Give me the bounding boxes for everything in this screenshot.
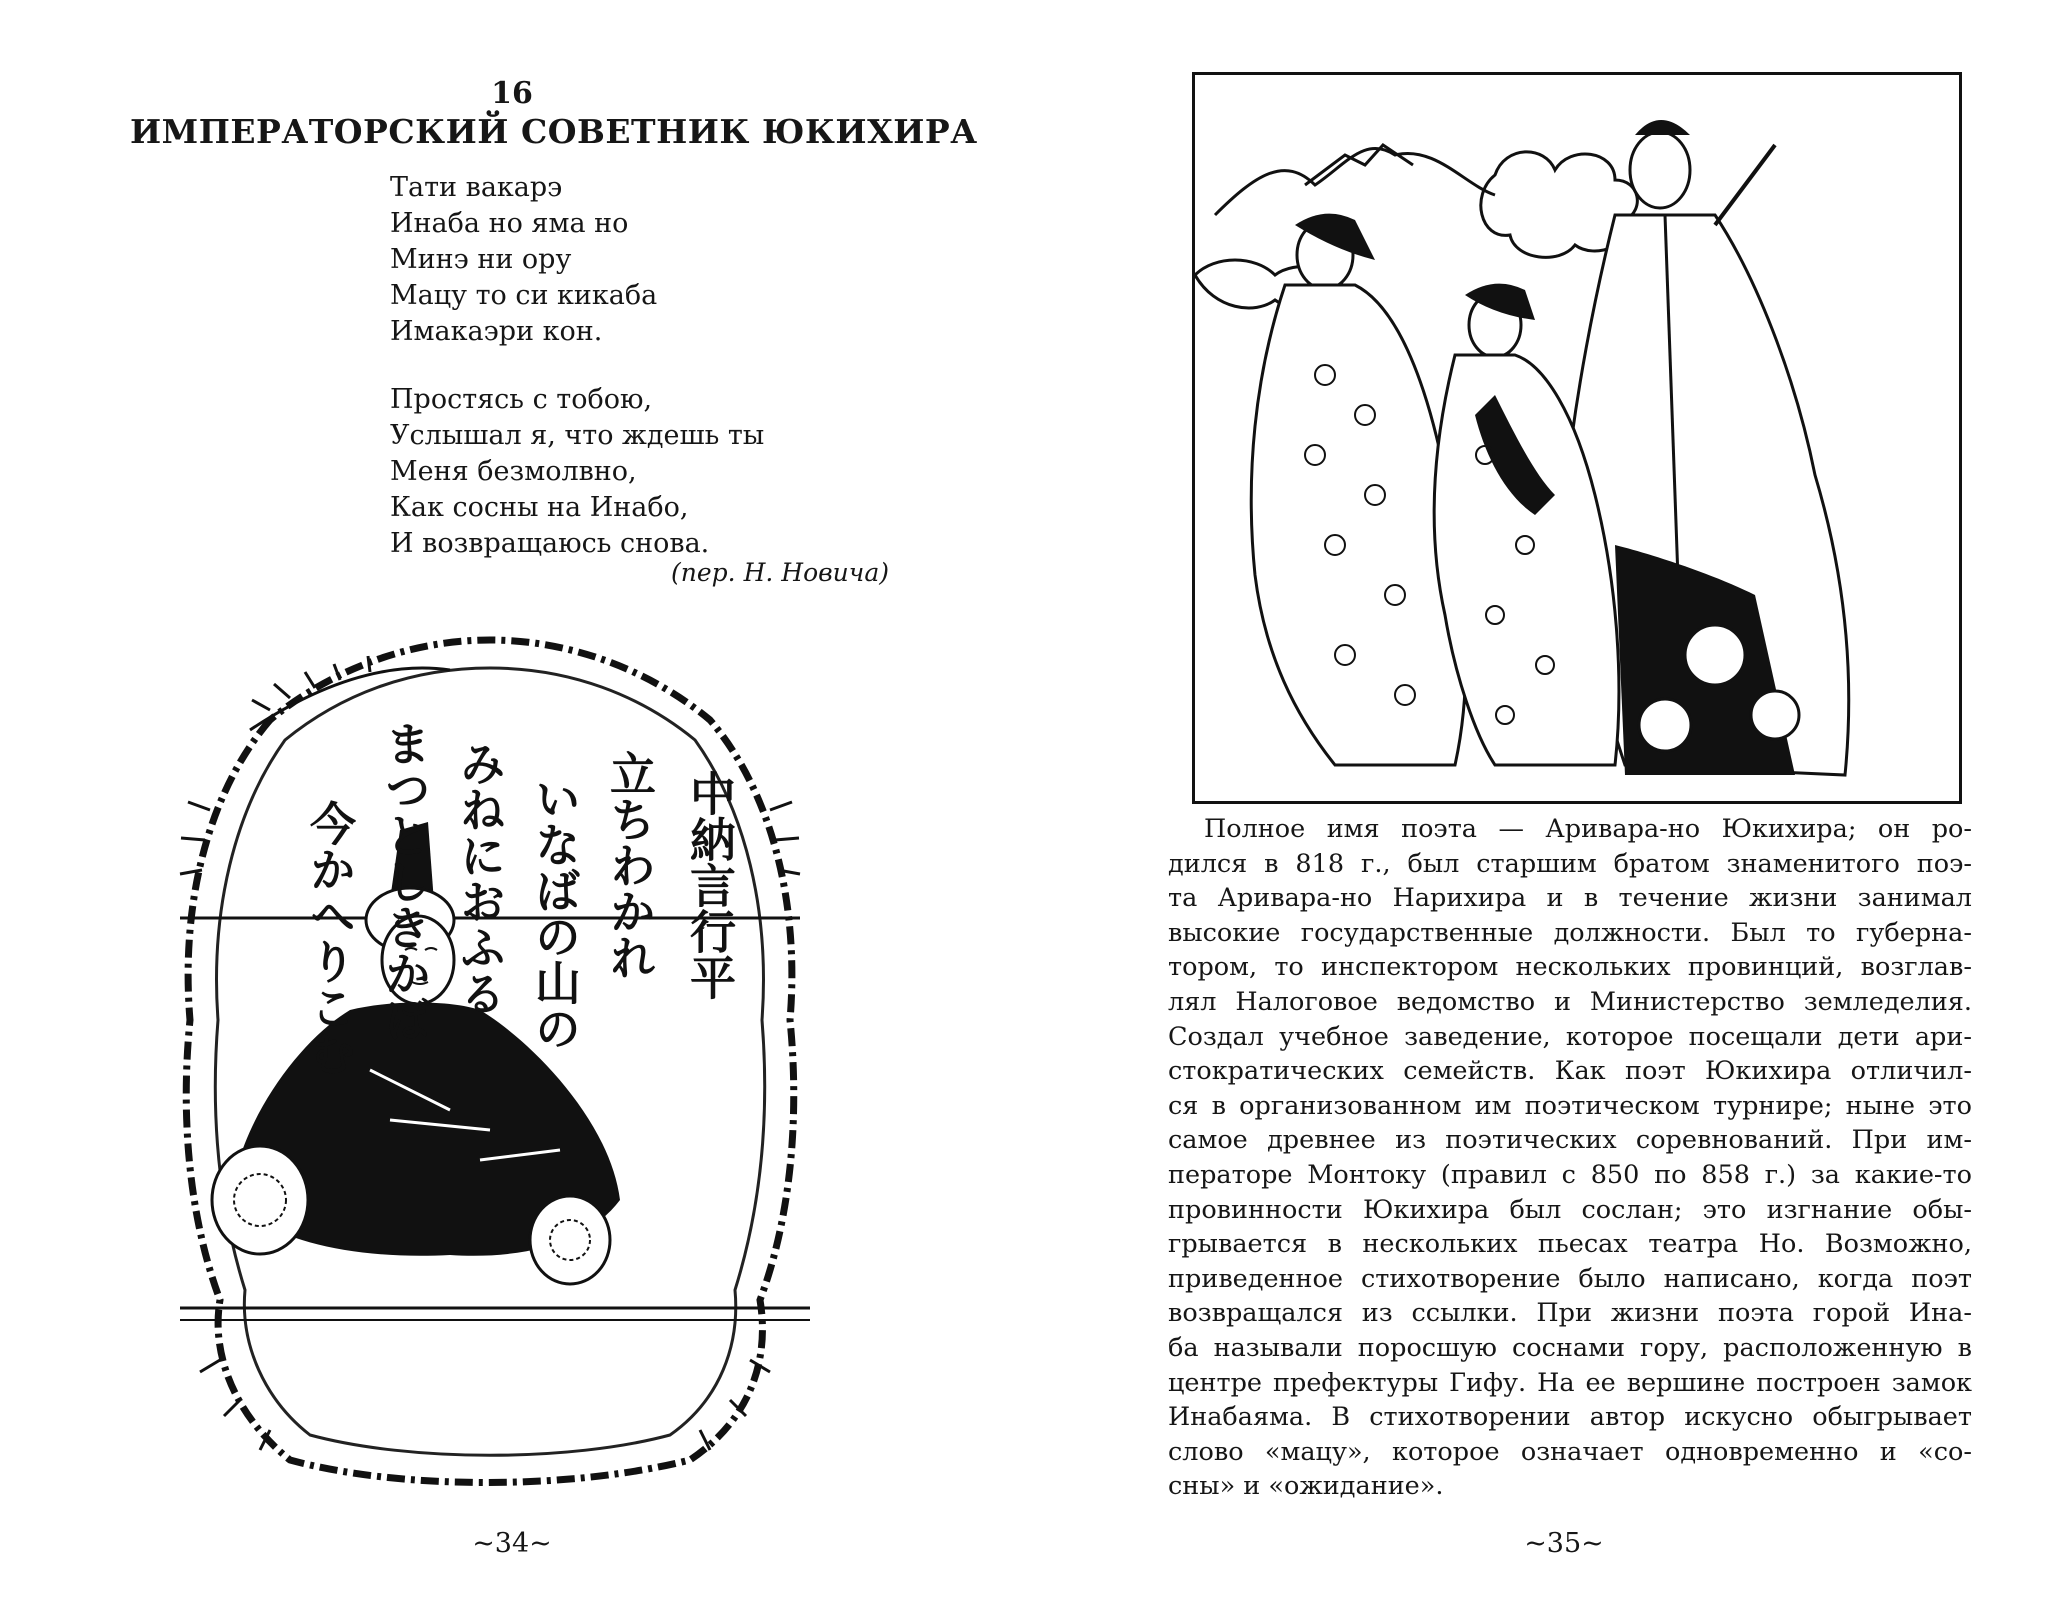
body-line: стократических семейств. Как поэт Юкихира отличил- (1168, 1056, 1972, 1087)
calligraphy-column: いなばの山の (528, 775, 582, 1051)
calligraphy-column: まつとしきかば (378, 720, 432, 1042)
portrait-drawing (150, 600, 840, 1500)
verse-original (390, 170, 950, 350)
body-line: Полное имя поэта — Аривара-но Юкихира; он ро- (1204, 814, 1972, 844)
body-line: грывается в нескольких пьесах театра Но. Возможно, (1168, 1229, 1972, 1260)
right-page (1024, 0, 2048, 1603)
verse-translation (390, 382, 950, 562)
body-line: высокие государственные должности. Был то губерна- (1168, 917, 1972, 948)
body-line: ба называли поросшую соснами гору, расположенную в (1168, 1332, 1972, 1363)
body-line: возвращался из ссылки. При жизни поэта горой Ина- (1168, 1298, 1972, 1329)
calligraphy-column: 立ちわかれ (603, 750, 657, 980)
body-line: ся в организованном им поэтическом турнире; ныне это (1168, 1090, 1972, 1121)
body-line: Создал учебное заведение, которое посещали дети ари- (1168, 1021, 1972, 1052)
verse-line: Тати вакарэ (390, 172, 563, 203)
page-number: ~35~ (1524, 1528, 1604, 1559)
body-line: лял Налоговое ведомство и Министерство земледелия. (1168, 986, 1972, 1017)
body-line: самое древнее из поэтических соревнований. При им- (1168, 1125, 1972, 1156)
verse-line: Мацу то си кикаба (390, 280, 658, 311)
body-line: та Аривара-но Нарихира и в течение жизни занимал (1168, 883, 1972, 914)
body-line: слово «мацу», которое означает одновременно и «со- (1168, 1436, 1972, 1467)
calligraphy-column: みねにおふる (453, 740, 507, 1016)
verse-line: Имакаэри кон. (390, 316, 603, 347)
body-line: ператоре Монтоку (правил с 850 по 858 г.) за какие-то (1168, 1159, 1972, 1190)
court-scene-drawing (1195, 75, 1959, 801)
poet-portrait-illustration (150, 600, 840, 1500)
translator-credit: (пер. Н. Новича) (671, 558, 889, 587)
body-line: центре префектуры Гифу. На ее вершине построен замок (1168, 1367, 1972, 1398)
verse-line: И возвращаюсь снова. (390, 528, 710, 559)
verse-line: Простясь с тобою, (390, 384, 653, 415)
calligraphy-column: 今かへりこむ (303, 800, 357, 1076)
calligraphy-column: 中納言行平 (683, 770, 737, 1000)
body-line: Инабаяма. В стихотворении автор искусно обыгрывает (1168, 1402, 1972, 1433)
verse-line: Минэ ни ору (390, 244, 572, 275)
page-number: ~34~ (472, 1528, 552, 1559)
verse-line: Как сосны на Инабо, (390, 492, 689, 523)
verse-line: Меня безмолвно, (390, 456, 637, 487)
body-line: дился в 818 г., был старшим братом знаменитого поэ- (1168, 848, 1972, 879)
poem-number: 16 (491, 76, 533, 111)
body-line: тором, то инспектором нескольких провинций, возглав- (1168, 952, 1972, 983)
body-line: провинности Юкихира был сослан; это изгнание обы- (1168, 1194, 1972, 1225)
verse-line: Инаба но яма но (390, 208, 629, 239)
poem-title: ИМПЕРАТОРСКИЙ СОВЕТНИК ЮКИХИРА (130, 112, 978, 151)
body-text (1168, 812, 1972, 1504)
court-scene-illustration (1192, 72, 1962, 804)
body-line: сны» и «ожидание». (1168, 1471, 1444, 1502)
body-line: приведенное стихотворение было написано, когда поэт (1168, 1263, 1972, 1294)
verse-line: Услышал я, что ждешь ты (390, 420, 765, 451)
court-ladies (1251, 214, 1619, 765)
